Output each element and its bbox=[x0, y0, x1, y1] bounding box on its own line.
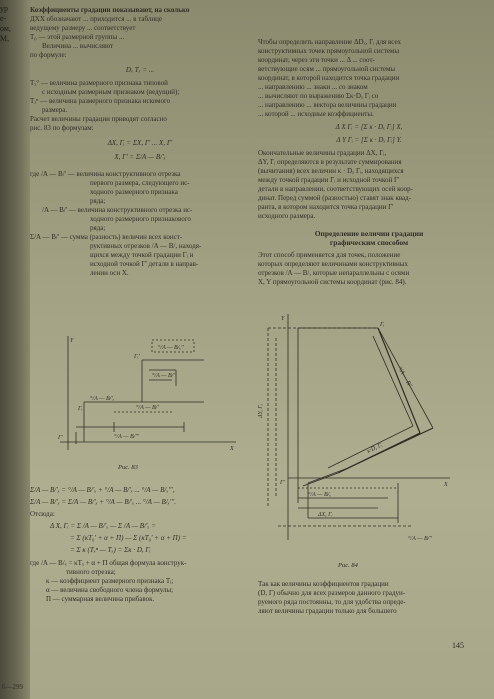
figure-83 bbox=[54, 332, 244, 462]
text-line: α — величина свободного члена формулы; bbox=[46, 586, 174, 594]
section-title: Определение величин градации bbox=[314, 229, 424, 238]
left-column bbox=[30, 6, 250, 278]
text-line: Расчет величины градации приводят согласно bbox=[30, 115, 167, 123]
formula: Σ/A — B/'ₓ = °/A — B/'ₓ + °/A — B/'ₓ ... °/A — B/ₓ''', bbox=[30, 486, 175, 494]
signature-mark: 6—299 bbox=[2, 683, 23, 691]
fig83-label: °/A — B/ₓ'' bbox=[158, 345, 184, 351]
text-line: щихся между точкой градации Γᵢ и bbox=[90, 251, 194, 259]
fig84-label: °/A — B/'' bbox=[408, 536, 432, 542]
text-line: динат. Перед суммой (разностью) ставят знак квад- bbox=[258, 194, 412, 202]
fig84-label: ΔX, Γᵢ bbox=[318, 512, 333, 518]
formula: X, Γ' = Σ/A — B/'ₓ bbox=[114, 153, 166, 161]
figure-83-caption: Рис. 83 bbox=[118, 464, 138, 471]
margin-line: М, bbox=[0, 34, 10, 43]
text-line: ... направлению ... вектора величины градации bbox=[258, 101, 397, 109]
fig84-label: Γ' bbox=[280, 480, 285, 486]
fig84-axis-label: X bbox=[444, 482, 448, 488]
formula: Δ X Γᵢ = [Σ κ · Dₓ Γᵢ] X, bbox=[335, 123, 403, 131]
right-column-bottom bbox=[258, 580, 480, 616]
fig84-label: ΔY, Γᵢ bbox=[258, 404, 264, 418]
figure-84 bbox=[248, 308, 458, 558]
fig84-axis-label: Y bbox=[281, 316, 285, 322]
text-line: по формуле: bbox=[30, 51, 67, 59]
fig83-label: °/A — B/' bbox=[136, 405, 159, 411]
text-line: между точкой градации Γᵢ и исходной точкой Γ' bbox=[258, 176, 400, 184]
text-line: κ — коэффициент размерного признака Tᵢ; bbox=[46, 577, 174, 585]
formula: Δ Y Γᵢ = [Σ κ · Dₓ Γᵢ] Y. bbox=[336, 136, 402, 144]
right-column bbox=[258, 38, 480, 287]
left-column-lower bbox=[30, 486, 250, 604]
text-line: ... вычисляют по выражению Σκ·Dₓ Γᵢ со bbox=[258, 92, 379, 100]
text-line: ... направлению ... знаки ... со знаком bbox=[258, 83, 368, 91]
text-line: отрезков /A — B/, которые непараллельны с осями bbox=[258, 269, 410, 277]
text-line: координат, через эти точки ... Δ ... соот- bbox=[258, 56, 375, 64]
text-line: где /A — B/ₓ = κTₓ + α + Π общая формула конструк- bbox=[30, 559, 187, 567]
margin-line: ур bbox=[0, 4, 8, 13]
formula: Δ X, Γᵢ = Σ /A — B/'ₓ — Σ /A — B/'ₓ = bbox=[50, 522, 156, 530]
text-line: X, Y прямоугольной системы координат (рис. 84). bbox=[258, 278, 407, 286]
text-line: Величина ... вычисляют bbox=[42, 42, 114, 50]
figure-83-diagram bbox=[54, 332, 244, 462]
fig83-label: Γ' bbox=[58, 435, 63, 441]
text-line: ряда; bbox=[90, 224, 106, 232]
text-line: которых определяют величинами конструктивных bbox=[258, 260, 408, 268]
text-line: размера. bbox=[42, 106, 68, 114]
fig83-label: Γᵢ' bbox=[134, 354, 140, 360]
text-line: тивного отрезка; bbox=[66, 568, 116, 576]
text-line: руктивных отрезков /A — B/, находя- bbox=[90, 242, 202, 250]
figure-84-caption: Рис. 84 bbox=[338, 562, 358, 569]
page-number: 145 bbox=[452, 641, 464, 650]
text-line: ляют величины градации только для большего bbox=[258, 607, 397, 615]
figure-84-diagram bbox=[248, 308, 458, 558]
text-line: Окончательные величины градации ΔX, Γᵢ, bbox=[258, 149, 387, 157]
text-line: ветствующие осям ... прямоугольной системы bbox=[258, 65, 396, 73]
text-line: координат, в которой находится точка градации bbox=[258, 74, 400, 82]
text-line: Tₓⁿ — величина размерного признака искомого bbox=[30, 97, 171, 105]
formula: = Σ (κT₀' + α + Π) — Σ (κT₀' + α + Π) = bbox=[70, 534, 187, 542]
text-line: Чтобы определить направление ΔDₓ, Γᵢ для всех bbox=[258, 38, 402, 46]
text-line: Σ/A — B/' — сумма (разность) величин всех конст- bbox=[30, 233, 183, 241]
text-line: ΔY, Γᵢ определяются в результате суммирования bbox=[258, 158, 402, 166]
fig83-label: Γᵢ bbox=[78, 406, 83, 412]
text-line: (D, Γ) обычно для всех размеров данного градуи- bbox=[258, 589, 406, 597]
fig83-label: °/A — B/'ₓ bbox=[90, 396, 115, 402]
text-line: Tₓ° — величина размерного признака типовой bbox=[30, 79, 168, 87]
text-line: ходного размерного признака bbox=[90, 188, 178, 196]
fig84-label: °/A — B/' bbox=[396, 366, 413, 389]
margin-line: е- bbox=[0, 14, 7, 23]
text-line: лении оси X. bbox=[90, 269, 129, 277]
margin-line: ом, bbox=[0, 24, 11, 33]
formula: = Σ κ (Tₓⁿ — Tₓ) = Σκ · D, Γᵢ bbox=[70, 546, 151, 554]
text-line: Отсюда: bbox=[30, 510, 55, 518]
fig83-axis-label: Y bbox=[70, 338, 74, 344]
text-line: /A — B/' — величина конструктивного отрезка ис- bbox=[42, 206, 193, 214]
formula: Dₓ Tₓ = ... bbox=[125, 66, 155, 74]
text-line: Т₀ — этой размерной группы ... bbox=[30, 33, 125, 41]
fig83-label: °/A — B/' bbox=[152, 373, 175, 379]
text-line: конструктивных точек прямоугольной системы bbox=[258, 47, 400, 55]
text-line: детали в направлении, соответствующих осей коор- bbox=[258, 185, 413, 193]
text-line: ... которой ... исходные коэффициенты. bbox=[258, 110, 374, 118]
text-line: рис. 83 по формулам: bbox=[30, 124, 94, 132]
text-line: (вычитания) всех величин κ · Dₓ Γᵢ, находящихся bbox=[258, 167, 404, 175]
text-line: исходного размера. bbox=[258, 212, 316, 220]
text-line: Так как величины коэффициентов градации bbox=[258, 580, 389, 588]
text-line: ДХХ обозначают ... приходится ... в таблице bbox=[30, 15, 162, 23]
fig84-label: Γᵢ bbox=[380, 322, 385, 328]
text-line: Этот способ применяется для точек, положение bbox=[258, 251, 401, 259]
section-title: графическим способом bbox=[329, 238, 409, 247]
text-line: ряда; bbox=[90, 197, 106, 205]
text-line: исходной точкой Γ' детали в направ- bbox=[90, 260, 199, 268]
text-line: руемого ряда постоянны, то для удобства опреде- bbox=[258, 598, 406, 606]
previous-page-margin-text bbox=[0, 4, 24, 44]
fig84-label: °/A — B/ₓ bbox=[308, 492, 331, 498]
text-line: Π — суммарная величина прибавок. bbox=[46, 595, 155, 603]
text-line: где /A — B/' — величина конструктивного отрезка bbox=[30, 170, 181, 178]
formula: Σ/A — B/'ₓ = Σ/A — B/'ₓ + °/A — B/'ₓ ... °/A — B/ₓ'''. bbox=[30, 498, 176, 506]
text-line: Коэффициенты градации показывают, на сколько bbox=[30, 6, 190, 14]
fig84-label: κ·D, Γᵢ bbox=[366, 442, 384, 455]
text-line: ранта, в котором находится точка градации Γ' bbox=[258, 203, 394, 211]
text-line: с исходным размерным признаком (ведущий); bbox=[42, 88, 180, 96]
text-line: первого размера, следующего ис- bbox=[90, 179, 190, 187]
fig83-label: °/A — B/''' bbox=[114, 434, 140, 440]
text-line: ходного размерного признакового bbox=[90, 215, 191, 223]
fig83-axis-label: X bbox=[230, 446, 234, 452]
formula: ΔX, Γᵢ = ΣX, Γ' ... X, Γ' bbox=[107, 139, 173, 147]
text-line: ведущему размеру ... соответствует bbox=[30, 24, 136, 32]
book-binding-shadow bbox=[0, 0, 30, 699]
